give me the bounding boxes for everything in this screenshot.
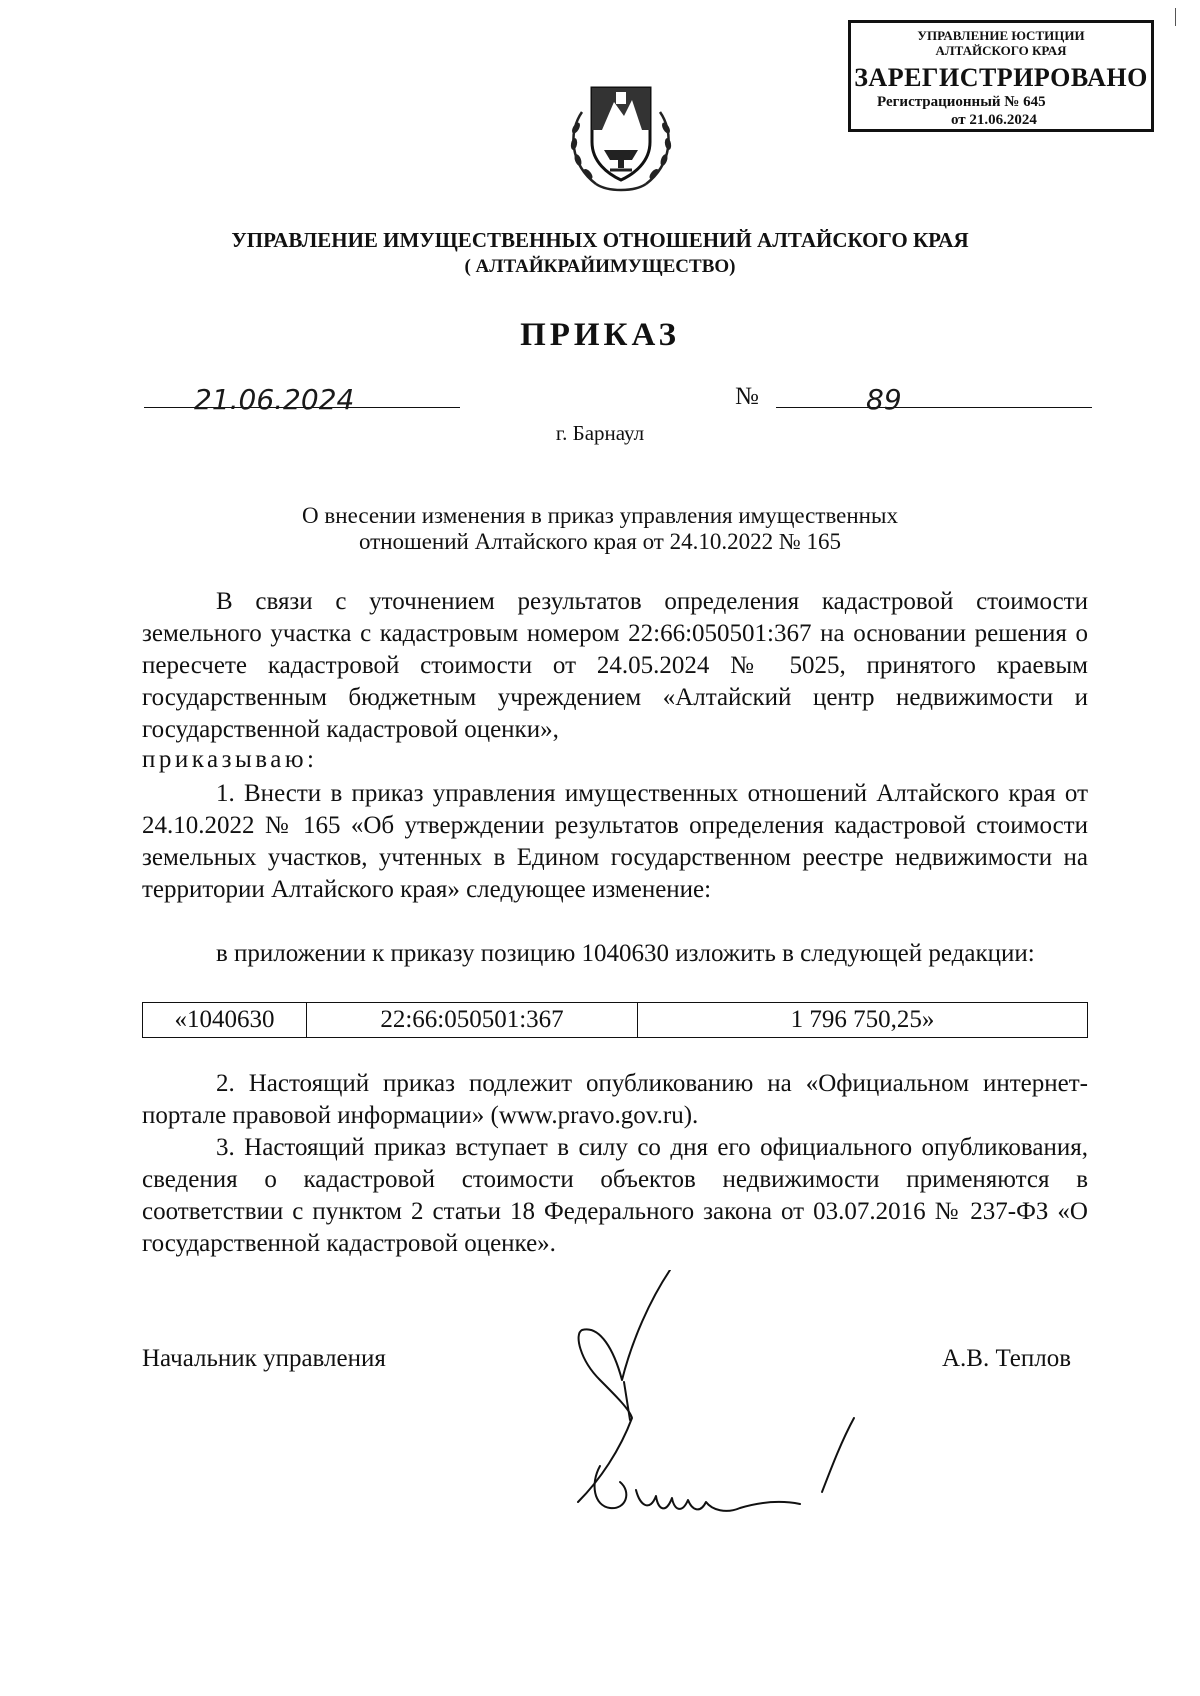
stamp-title: ЗАРЕГИСТРИРОВАНО — [854, 63, 1148, 92]
stamp-reg-number: Регистрационный № 645 — [877, 94, 1046, 110]
table-cell-cadastral-number: 22:66:050501:367 — [307, 1003, 638, 1038]
handwritten-date: 21.06.2024 — [194, 383, 355, 416]
amendment-table — [142, 1002, 1088, 1038]
intro-paragraph: В связи с уточнением результатов определения кадастровой стоимости земельного участка с кадастровым номером 22:66:050501:367 на основании решения о пересчете кадастровой стоимости от 24.05.2024 № 5025, принятого краевым государственным бюджетным учреждением «Алтайский центр недвижимости и государственной кадастровой оценки», — [142, 588, 1088, 743]
number-underline — [776, 407, 1092, 408]
handwritten-number: 89 — [866, 383, 902, 416]
table-cell-value: 1 796 750,25» — [638, 1003, 1088, 1038]
handwritten-signature — [570, 1270, 900, 1530]
organization-title: УПРАВЛЕНИЕ ИМУЩЕСТВЕННЫХ ОТНОШЕНИЙ АЛТАЙСКОГО КРАЯ — [231, 228, 969, 252]
signatory-name: А.В. Теплов — [942, 1345, 1072, 1372]
item-3-paragraph: 3. Настоящий приказ вступает в силу со дня его официального опубликования, сведения о кадастровой стоимости объектов недвижимости применяются в соответствии с пунктом 2 статьи 18 Федерального закона от 03.07.2016 № 237-ФЗ «О государственной кадастровой оценке». — [142, 1134, 1088, 1257]
stamp-org-line1: УПРАВЛЕНИЕ ЮСТИЦИИ — [917, 28, 1085, 43]
table-row — [143, 1003, 1088, 1038]
order-word: приказываю: — [142, 746, 318, 773]
registration-stamp — [848, 20, 1154, 132]
document-subject — [160, 503, 1040, 555]
item-1-subparagraph: в приложении к приказу позицию 1040630 изложить в следующей редакции: — [216, 940, 1035, 967]
stamp-org-line2: АЛТАЙСКОГО КРАЯ — [935, 43, 1067, 58]
organization-short-name: ( АЛТАЙКРАЙИМУЩЕСТВО) — [464, 256, 736, 277]
signatory-role: Начальник управления — [142, 1345, 386, 1372]
stamp-reg-date: от 21.06.2024 — [951, 112, 1037, 128]
subject-line2: отношений Алтайского края от 24.10.2022 № 165 — [358, 529, 842, 554]
number-sign: № — [735, 383, 759, 410]
document-type: ПРИКАЗ — [520, 317, 680, 353]
altai-krai-coat-of-arms-icon — [562, 72, 680, 196]
item-2-paragraph: 2. Настоящий приказ подлежит опубликованию на «Официальном интернет-портале правовой информации» (www.pravo.gov.ru). — [142, 1070, 1088, 1129]
table-cell-position: «1040630 — [143, 1003, 307, 1038]
city: г. Барнаул — [555, 421, 645, 445]
item-1-paragraph: 1. Внести в приказ управления имущественных отношений Алтайского края от 24.10.2022 № 165 «Об утверждении результатов определения кадастровой стоимости земельных участков, учтенных в Едином государственном реестре недвижимости на территории Алтайского края» следующее изменение: — [142, 780, 1088, 903]
stamp-organization — [851, 28, 1151, 58]
page-edge-mark — [1175, 8, 1176, 26]
subject-line1: О внесении изменения в приказ управления имущественных — [302, 503, 898, 528]
